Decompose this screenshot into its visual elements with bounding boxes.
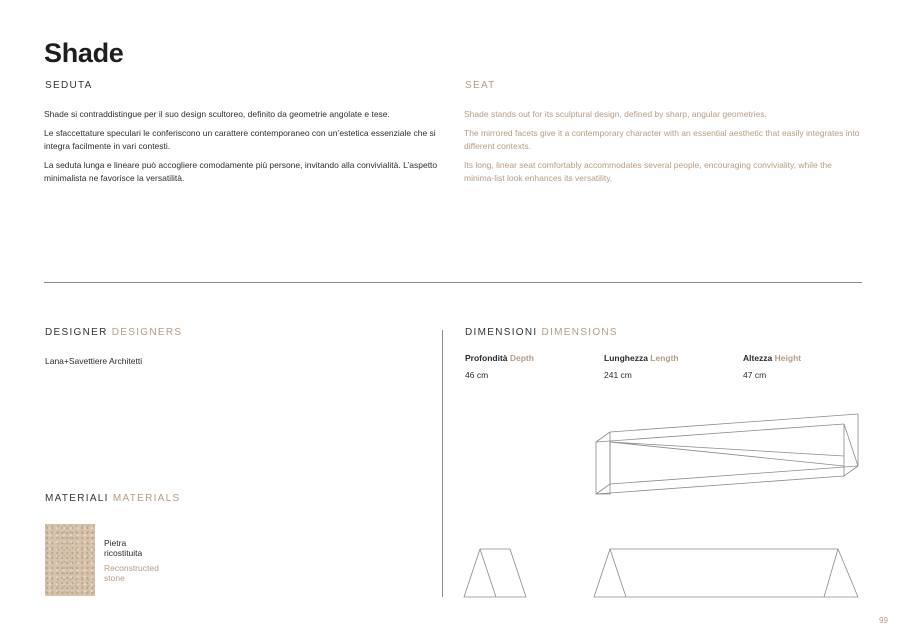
page-title: Shade [44, 38, 124, 68]
materials-heading [45, 493, 180, 504]
materials-heading-it: MATERIALI [45, 493, 109, 504]
depth-label-en: Depth [509, 353, 534, 363]
length-label-en: Length [650, 353, 679, 363]
vertical-divider [442, 330, 443, 597]
section-heading-en: SEAT [465, 80, 496, 91]
paragraph-it-3: La seduta lunga e lineare può accogliere comodamente più persone, invitando alla convivialità. L’aspetto minimalista ne favorisce la versatilità. [44, 160, 438, 183]
length-value: 241 cm [604, 370, 632, 380]
dimensions-heading [465, 327, 618, 338]
description-it [44, 108, 444, 191]
height-label [743, 353, 801, 363]
material-label-en: Reconstructed stone [104, 563, 159, 583]
paragraph-it-2: Le sfaccettature speculari le conferiscono un carattere contemporaneo con un’estetica essenziale che si integra facilmente in vari contesti. [44, 128, 436, 151]
paragraph-en-1: Shade stands out for its sculptural design, defined by sharp, angular geometries. [464, 109, 767, 119]
depth-value: 46 cm [465, 370, 489, 380]
paragraph-en-3: Its long, linear seat comfortably accommodates several people, encouraging conviviality, while the minima-list look enhances its versatility. [464, 160, 832, 183]
section-heading-it: SEDUTA [45, 80, 93, 91]
stone-material-swatch [45, 524, 95, 596]
length-label-it: Lunghezza [604, 353, 648, 363]
height-label-en: Height [774, 353, 802, 363]
dimensions-heading-it: DIMENSIONI [465, 327, 538, 338]
paragraph-it-1: Shade si contraddistingue per il suo design scultoreo, definito da geometrie angolate e tese. [44, 109, 390, 119]
description-en [464, 108, 864, 191]
depth-label [465, 353, 534, 363]
horizontal-divider [44, 282, 862, 283]
height-label-it: Altezza [743, 353, 773, 363]
page-number: 99 [879, 616, 888, 625]
designer-heading-it: DESIGNER [45, 327, 108, 338]
dimensions-heading-en: DIMENSIONS [541, 327, 618, 338]
bench-front-view-drawing [592, 545, 862, 599]
bench-perspective-drawing [590, 412, 870, 496]
materials-heading-en: MATERIALS [112, 493, 181, 504]
bench-side-view-drawing [462, 545, 532, 599]
designer-name: Lana+Savettiere Architetti [45, 356, 143, 366]
paragraph-en-2: The mirrored facets give it a contemporary character with an essential aesthetic that easily integrates into different contexts. [464, 128, 860, 151]
designer-heading [45, 327, 182, 338]
designer-heading-en: DESIGNERS [111, 327, 183, 338]
length-label [604, 353, 679, 363]
material-label-it: Pietra ricostituita [104, 538, 143, 558]
height-value: 47 cm [743, 370, 767, 380]
depth-label-it: Profondità [465, 353, 508, 363]
